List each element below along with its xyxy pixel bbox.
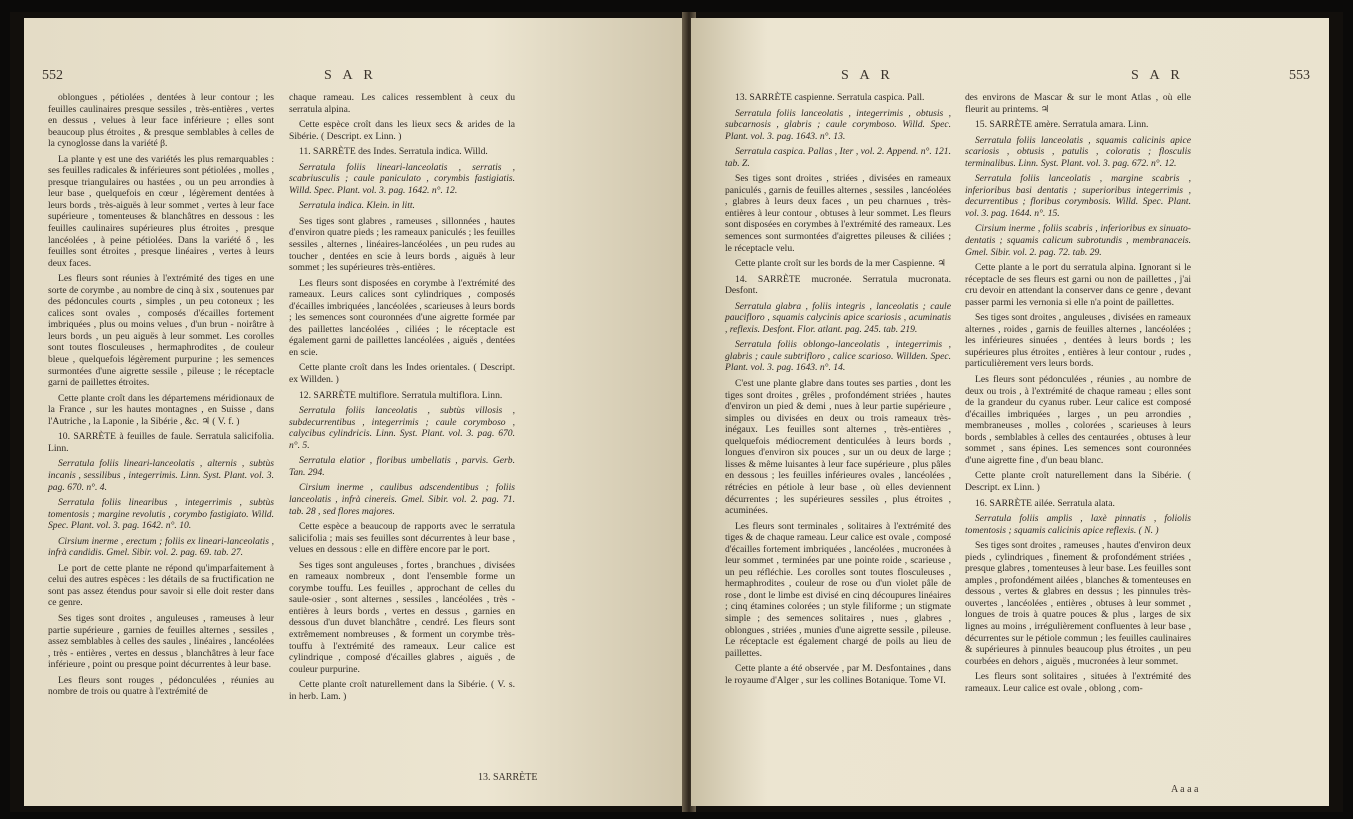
paragraph: Cette espèce croît dans les lieux secs & arides de la Sibérie. ( Descript. ex Linn. ) xyxy=(289,119,515,142)
species-heading: 14. SARRÈTE mucronée. Serratula mucronata. Desfont. xyxy=(725,273,951,297)
catchword: 13. SARRÈTE xyxy=(478,772,538,783)
paragraph: Cette plante croît naturellement dans la Sibérie. ( Descript. ex Linn. ) xyxy=(965,470,1191,493)
signature-mark: A a a a xyxy=(1171,784,1199,795)
paragraph: Ses tiges sont droites , rameuses , hautes d'environ deux pieds , cylindriques , finement & profondément striées , presque glabres , tomenteuses à leur base. Les feuilles sont amples , profondément ailées , blanches & tomenteuses en dessous , vertes & glabres en dessus ; les pinnules très-ouvertes , lancéolées , entières , obtuses à leur sommet , longues de trois à quatre pouces & plus , larges de six lignes au moins , irrégulièrement confluentes à leur base , décurrentes sur le pétiole commun ; les feuilles caulinaires & supérieures à pinnules beaucoup plus étroites , un peu courbées en dehors , aiguës , mucronées à leur sommet. xyxy=(965,540,1191,667)
page-number: 552 xyxy=(42,68,63,83)
paragraph: Cette espèce a beaucoup de rapports avec le serratula salicifolia ; mais ses feuilles sont décurrentes à leur base , velues en dessous : elle en diffère encore par le port. xyxy=(289,521,515,556)
paragraph: Ses tiges sont glabres , rameuses , sillonnées , hautes d'environ quatre pieds ; les rameaux paniculés ; les feuilles sessiles , alternes , linéaires-lancéolées , un peu rudes au toucher , dentées en scie à leurs bords , aiguës à leur sommet ; les supérieures très-entières. xyxy=(289,215,515,274)
paragraph: des environs de Mascar & sur le mont Atlas , où elle fleurit au printems. ♃ xyxy=(965,92,1191,115)
latin-synonym: Serratula indica. Klein. in litt. xyxy=(299,200,415,212)
left-column-2 xyxy=(289,92,515,706)
species-heading: 10. SARRÈTE à feuilles de faule. Serratula salicifolia. Linn. xyxy=(48,431,274,454)
latin-synonym: Serratula foliis lineari-lanceolatis , serratis , scabriusculis ; caule paniculato , corymbis fastigiatis. Willd. Spec. Plant. vol. 3. pag. 1642. n°. 12. xyxy=(289,161,515,196)
paragraph: C'est une plante glabre dans toutes ses parties , dont les tiges sont droites , grêles , profondément striées , hautes d'environ un pied & demi , nues à leur partie supérieure , simples ou divisées en deux ou trois rameaux très-inégaux. Les feuilles sont alternes , très-entières , quelquefois médiocrement denticulées à leurs bords , longues d'environ six pouces , sur un ou deux de large ; lisses & même luisantes à leur face supérieure , plus pâles en dessous ; les feuilles inférieures ovales , lancéolées , rétrécies en pétiole à leur base , où elles deviennent décurrentes ; les supérieures sessiles , plus étroites , acuminées. xyxy=(725,378,951,517)
species-heading: 16. SARRÈTE ailée. Serratula alata. xyxy=(975,497,1115,509)
paragraph: Ses tiges sont droites , anguleuses , divisées en rameaux alternes , roides , garnis de feuilles alternes , lancéolées ; les inférieures sinuées , dentées à leurs bords ; les supérieures plus étroites , entières à leur contour , rudes , particulièrement vers leurs bords. xyxy=(965,312,1191,370)
paragraph: chaque rameau. Les calices ressemblent à ceux du serratula alpina. xyxy=(289,92,515,115)
paragraph: Cette plante a le port du serratula alpina. Ignorant si le réceptacle de ses fleurs est garni ou non de paillettes , j'ai cru devoir en attendant la conserver dans ce genre , devant passer parmi les vernonia si elle n'a point de paillettes. xyxy=(965,262,1191,308)
latin-synonym: Serratula foliis lineari-lanceolatis , alternis , subtùs incanis , sessilibus , integerrimis. Linn. Syst. Plant. vol. 3. pag. 670. n°. 4. xyxy=(48,458,274,493)
latin-synonym: Serratula caspica. Pallas , Iter , vol. 2. Append. n°. 121. tab. Z. xyxy=(725,146,951,169)
running-head-repeat: S A R xyxy=(1131,68,1184,83)
paragraph: Cette plante croît dans les départemens méridionaux de la France , sur les hautes montagnes , en Suisse , dans l'Autriche , la Laponie , la Sibérie , &c. ♃ ( V. f. ) xyxy=(48,392,274,427)
latin-synonym: Serratula foliis lanceolatis , margine scabris , inferioribus basi dentatis ; superioribus integerrimis , decurrentibus ; floribus corymbosis. Willd. Spec. Plant. vol. 3. pag. 1644. n°. 15. xyxy=(965,173,1191,219)
paragraph: Les fleurs sont pédonculées , réunies , au nombre de deux ou trois , à l'extrémité de chaque rameau ; elles sont de la grandeur du cyanus ruber. Leur calice est composé d'écailles imbriquées , larges , un peu arrondies , membraneuses , molles , colorées , scarieuses à leurs bords , semblables à celles des centaurées , obtuses à leur sommet , sans épines. Les semences sont couronnées d'une aigrette fine , d'un beau blanc. xyxy=(965,374,1191,466)
paragraph: Les fleurs sont terminales , solitaires à l'extrémité des tiges & de chaque rameau. Leur calice est ovale , composé d'écailles fortement imbriquées , lancéolées , mucronées à leur sommet , terminées par une pointe roide , scarieuse , un peu réfléchie. Les corolles sont toutes flosculeuses , hermaphrodites , couleur de rose ou d'un violet pâle de rose , dont le limbe est divisé en cinq découpures linéaires ; cinq étamines colorées ; un style filiforme ; un stigmate simple ; des semences solitaires , nues , glabres , oblongues , striées , munies d'une aigrette sessile , pileuse. Le réceptacle est également chargé de poils au lieu de paillettes. xyxy=(725,520,951,659)
paragraph: oblongues , pétiolées , dentées à leur contour ; les feuilles caulinaires presque sessiles , très-entières , vertes en dessus , velues à leur face inférieure ; elles sont beaucoup plus étroites , & presque semblables à celles de la cynoglosse dans la variété β. xyxy=(48,92,274,150)
latin-synonym: Serratula foliis amplis , laxè pinnatis , foliolis tomentosis ; squamis calicinis apice reflexis. ( N. ) xyxy=(965,513,1191,536)
latin-synonym: Cirsium inerme , foliis scabris , inferioribus ex sinuato-dentatis ; squamis calicum subrotundis , membranaceis. Gmel. Sibir. vol. 2. pag. 72. tab. 29. xyxy=(965,223,1191,258)
latin-synonym: Serratula glabra , foliis integris , lanceolatis ; caule paucifloro , squamis calycinis apice scariosis , acuminatis , reflexis. Desfont. Flor. atlant. pag. 245. tab. 219. xyxy=(725,300,951,335)
right-column-1 xyxy=(725,92,951,690)
species-heading: 13. SARRÈTE caspienne. Serratula caspica. Pall. xyxy=(735,92,925,103)
page-number: 553 xyxy=(1289,68,1310,83)
paragraph: Les fleurs sont solitaires , situées à l'extrémité des rameaux. Leur calice est ovale , oblong , com- xyxy=(965,671,1191,694)
latin-synonym: Serratula foliis lanceolatis , integerrimis , obtusis , subcarnosis , glabris ; caule corymboso. Willd. Spec. Plant. vol. 3. pag. 1643. n°. 13. xyxy=(725,107,951,142)
right-column-2 xyxy=(965,92,1191,698)
paragraph: Les fleurs sont réunies à l'extrémité des tiges en une sorte de corymbe , au nombre de cinq à six , soutenues par des pédoncules courts , simples , un peu cotoneux ; les calices sont ovales , composés d'écailles fortement imbriquées , plus ou moins velues , d'un brun - noirâtre à leurs bords , un peu aiguës à leur sommet. Les corolles sont toutes flosculeuses , hermaphrodites , de couleur bleue , quelquefois légèrement purpurine ; les semences surmontées d'une aigrette sessile , pileuse ; le réceptacle garni de paillettes étroites. xyxy=(48,273,274,389)
paragraph: Ses tiges sont droites , striées , divisées en rameaux paniculés , garnis de feuilles alternes , sessiles , lancéolées , glabres à leurs deux faces , un peu charnues , très-entières à leur contour , obtuses à leur sommet. Les fleurs sont disposées en corymbes à l'extrémité des rameaux. Les semences sont surmontées d'aigrettes pileuses & ciliées ; le réceptacle velu. xyxy=(725,173,951,254)
paragraph: La plante γ est une des variétés les plus remarquables : ses feuilles radicales & inférieures sont pétiolées , molles , presque triangulaires ou hastées , ou un peu arrondies à leur base , quelquefois en cœur , légèrement dentées à leurs bords , très-aiguës à leur sommet , vertes à leur face supérieure , tomenteuses & blanchâtres en dessous : les feuilles caulinaires supérieures plus étroites , presque lancéolées , à peine pétiolées. Dans la variété δ , les feuilles sont étroites , presque linéaires , vertes à leurs deux faces. xyxy=(48,153,274,269)
left-column-1 xyxy=(48,92,274,702)
latin-synonym: Cirsium inerme , caulibus adscendentibus ; foliis lanceolatis , infrà cinereis. Gmel. Sibir. vol. 2. pag. 71. tab. 28 , sed flores majores. xyxy=(289,482,515,517)
paragraph: Cette plante croît dans les Indes orientales. ( Descript. ex Willden. ) xyxy=(289,362,515,386)
running-head: S A R xyxy=(324,68,377,83)
latin-synonym: Serratula foliis lanceolatis , subtùs villosis , subdecurrentibus , integerrimis ; caule corymboso , calycibus cylindricis. Linn. Syst. Plant. vol. 3. pag. 670. n°. 5. xyxy=(289,405,515,451)
latin-synonym: Serratula foliis linearibus , integerrimis , subtùs tomentosis ; margine revolutis , corymbo fastigiato. Willd. Spec. Plant. vol. 3. pag. 1642. n°. 10. xyxy=(48,497,274,532)
right-page xyxy=(691,18,1329,806)
paragraph: Le port de cette plante ne répond qu'imparfaitement à celui des autres espèces : les détails de sa fructification ne sont pas assez étendus pour savoir si elle doit rester dans ce genre. xyxy=(48,562,274,609)
paragraph: Les fleurs sont rouges , pédonculées , réunies au nombre de trois ou quatre à l'extrémité de xyxy=(48,674,274,698)
species-heading: 12. SARRÈTE multiflore. Serratula multiflora. Linn. xyxy=(299,389,503,401)
paragraph: Les fleurs sont disposées en corymbe à l'extrémité des rameaux. Leurs calices sont cylindriques , composés d'écailles imbriquées , lancéolées , scarieuses à leurs bords ; les semences sont couronnées d'une aigrette formée par des paillettes lancéolées , ciliées ; le réceptacle est également garni de paillettes lancéolées , aiguës , dentées en scie. xyxy=(289,277,515,358)
paragraph: Ses tiges sont droites , anguleuses , rameuses à leur partie supérieure , garnies de feuilles alternes , sessiles , assez semblables à celles des saules , linéaires , lancéolées , très - entières , vertes en dessus , blanchâtres à leur face inférieure , point ou presque point décurrentes à leur base. xyxy=(48,612,274,671)
paragraph: Cette plante croît naturellement dans la Sibérie. ( V. s. in herb. Lam. ) xyxy=(289,679,515,702)
latin-synonym: Serratula elatior , floribus umbellatis , parvis. Gerb. Tan. 294. xyxy=(289,455,515,478)
paragraph: Cette plante croît sur les bords de la mer Caspienne. ♃ xyxy=(735,258,946,270)
paragraph: Ses tiges sont anguleuses , fortes , branchues , divisées en rameaux nombreux , dont l'ensemble forme un corymbe touffu. Les feuilles , approchant de celles du saule-osier , sont alternes , sessiles , lancéolées , très - entières à leurs bords , vertes en dessus , garnies en dessous d'un duvet blanchâtre , cendré. Les fleurs sont extrêmement nombreuses , & forment un corymbe très-touffu à l'extrémité des rameaux. Leur calice est cylindrique , composé d'écailles glabres , aiguës , de couleur purpurine. xyxy=(289,559,515,675)
species-heading: 11. SARRÈTE des Indes. Serratula indica. Willd. xyxy=(299,146,488,158)
latin-synonym: Serratula foliis lanceolatis , squamis calicinis apice scariosis , obtusis , patulis , coloratis ; flosculis terminalibus. Linn. Syst. Plant. vol. 3. pag. 672. n°. 12. xyxy=(965,134,1191,169)
species-heading: 15. SARRÈTE amère. Serratula amara. Linn. xyxy=(975,119,1149,131)
paragraph: Cette plante a été observée , par M. Desfontaines , dans le royaume d'Alger , sur les collines Botanique. Tome VI. xyxy=(725,663,951,686)
latin-synonym: Cirsium inerme , erectum ; foliis ex lineari-lanceolatis , infrà candidis. Gmel. Sibir. vol. 2. pag. 69. tab. 27. xyxy=(48,535,274,559)
left-page xyxy=(24,18,684,806)
latin-synonym: Serratula foliis oblongo-lanceolatis , integerrimis , glabris ; caule subtrifloro , calice scarioso. Willden. Spec. Plant. vol. 3. pag. 1643. n°. 14. xyxy=(725,339,951,374)
running-head: S A R xyxy=(841,68,894,83)
book-spread xyxy=(10,12,1343,812)
